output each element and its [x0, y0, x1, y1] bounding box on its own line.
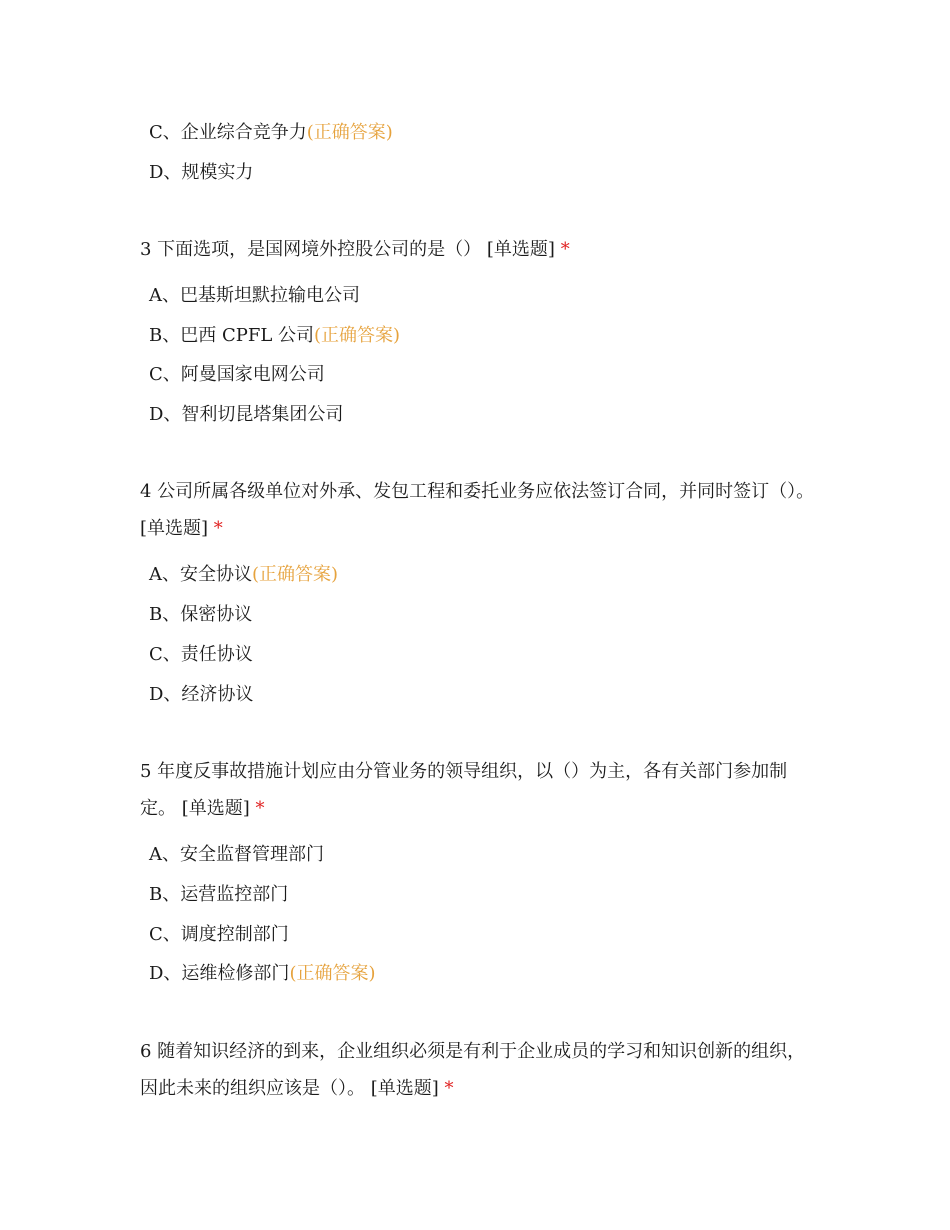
correct-answer-tag: (正确答案)	[252, 564, 339, 585]
option-b-q5	[149, 883, 288, 907]
option-text: C、企业综合竞争力	[149, 122, 307, 143]
option-d-q3	[149, 403, 343, 427]
option-c-q5	[149, 923, 289, 947]
option-text: C、阿曼国家电网公司	[149, 364, 325, 385]
option-text: D、规模实力	[149, 162, 254, 183]
option-text: C、责任协议	[149, 644, 253, 665]
question-5-stem	[140, 753, 820, 827]
required-mark: *	[444, 1078, 454, 1099]
option-text: B、运营监控部门	[149, 884, 289, 905]
option-text: B、保密协议	[149, 604, 253, 625]
option-text: D、运维检修部门	[149, 963, 290, 984]
option-d-q4	[149, 683, 253, 707]
question-3-stem	[140, 231, 820, 268]
option-b-q4	[149, 603, 252, 627]
required-mark: *	[213, 518, 223, 539]
question-text: 4 公司所属各级单位对外承、发包工程和委托业务应依法签订合同，并同时签订（）。 [单选题]	[140, 481, 815, 539]
required-mark: *	[255, 798, 265, 819]
question-text: 6 随着知识经济的到来，企业组织必须是有利于企业成员的学习和知识创新的组织，因此未来的组织应该是（）。 [单选题]	[140, 1041, 806, 1099]
option-text: C、调度控制部门	[149, 924, 289, 945]
option-c-q2	[149, 121, 393, 145]
option-a-q4	[149, 563, 338, 587]
option-text: A、巴基斯坦默拉输电公司	[149, 285, 360, 306]
option-text: D、经济协议	[149, 684, 254, 705]
option-d-q2	[149, 161, 253, 185]
question-6-stem	[140, 1033, 820, 1107]
option-c-q4	[149, 643, 253, 667]
option-text: A、安全协议	[149, 564, 252, 585]
option-text: D、智利切昆塔集团公司	[149, 404, 344, 425]
question-4-stem	[140, 473, 820, 547]
option-a-q3	[149, 284, 360, 308]
option-a-q5	[149, 843, 324, 867]
required-mark: *	[560, 239, 570, 260]
correct-answer-tag: (正确答案)	[289, 963, 376, 984]
question-text: 5 年度反事故措施计划应由分管业务的领导组织，以（）为主，各有关部门参加制定。 [单选题]	[140, 761, 788, 819]
option-d-q5	[149, 962, 375, 986]
option-text: B、巴西 CPFL 公司	[149, 325, 314, 346]
correct-answer-tag: (正确答案)	[314, 325, 401, 346]
correct-answer-tag: (正确答案)	[306, 122, 393, 143]
option-c-q3	[149, 363, 325, 387]
option-text: A、安全监督管理部门	[149, 844, 324, 865]
question-text: 3 下面选项，是国网境外控股公司的是（） [单选题]	[140, 239, 555, 260]
option-b-q3	[149, 324, 400, 348]
